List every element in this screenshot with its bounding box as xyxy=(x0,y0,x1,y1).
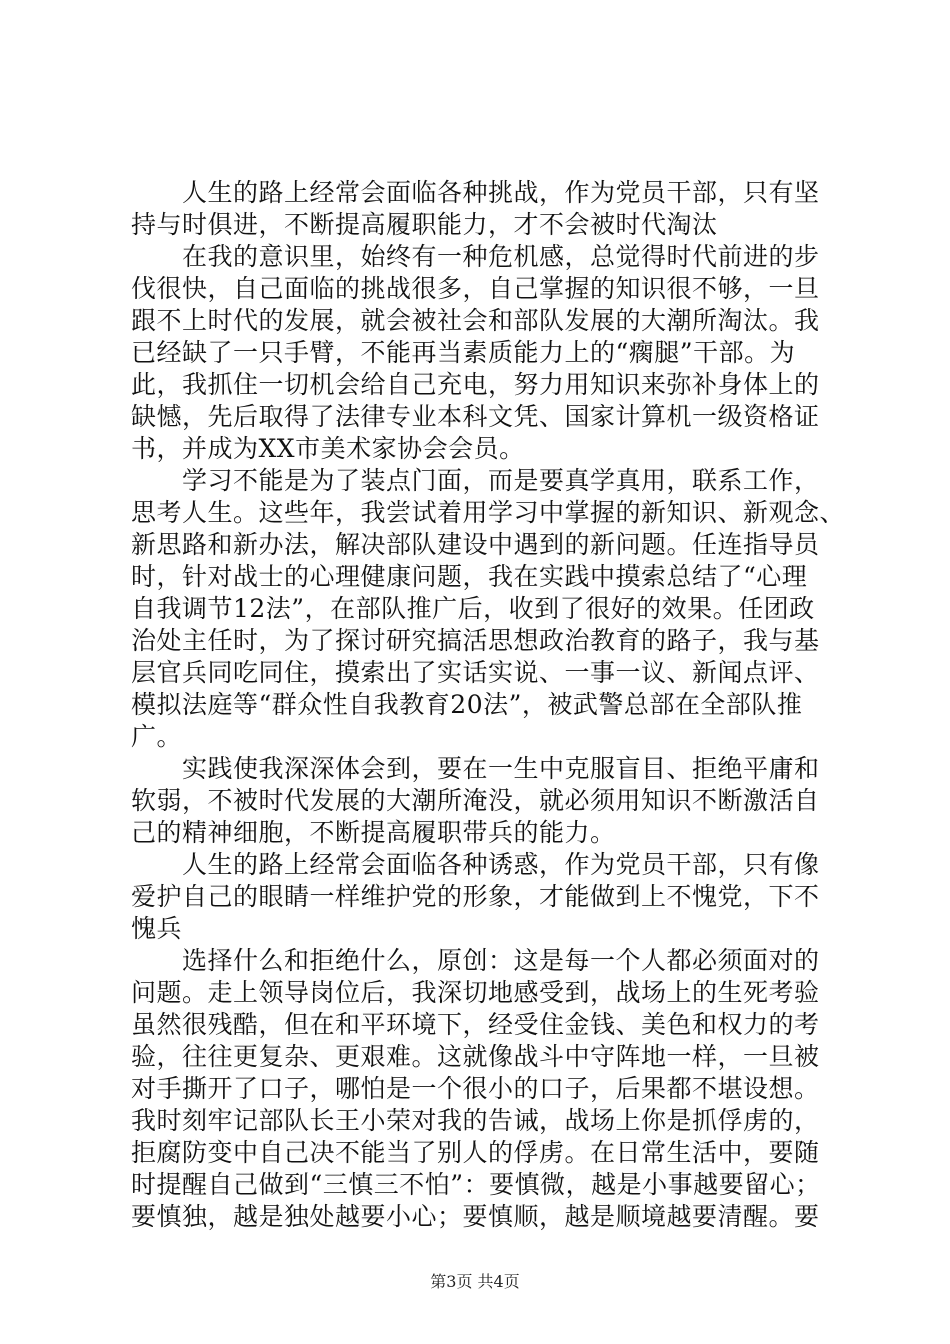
text-line: 书，并成为XX市美术家协会会员。 xyxy=(131,434,525,463)
text-line: 跟不上时代的发展，就会被社会和部队发展的大潮所淘汰。我 xyxy=(131,306,820,335)
text-line: 时，针对战士的心理健康问题，我在实践中摸索总结了“心理 xyxy=(131,562,808,591)
text-line: 选择什么和拒绝什么，原创：这是每一个人都必须面对的 xyxy=(131,946,820,975)
text-line: 伐很快，自己面临的挑战很多，自己掌握的知识很不够，一旦 xyxy=(131,274,820,303)
text-line: 己的精神细胞，不断提高履职带兵的能力。 xyxy=(131,818,616,847)
text-line: 验，往往更复杂、更艰难。这就像战斗中守阵地一样，一旦被 xyxy=(131,1042,820,1071)
text-line: 模拟法庭等“群众性自我教育20法”，被武警总部在全部队推 xyxy=(131,690,803,719)
text-line: 学习不能是为了装点门面，而是要真学真用，联系工作， xyxy=(131,466,820,495)
text-line: 愧兵 xyxy=(131,914,183,943)
text-line: 实践使我深深体会到，要在一生中克服盲目、拒绝平庸和 xyxy=(131,754,820,783)
text-line: 持与时俱进，不断提高履职能力，才不会被时代淘汰 xyxy=(131,210,718,239)
text-line: 治处主任时，为了探讨研究搞活思想政治教育的路子，我与基 xyxy=(131,626,820,655)
text-line: 软弱，不被时代发展的大潮所淹没，就必须用知识不断激活自 xyxy=(131,786,820,815)
text-line: 虽然很残酷，但在和平环境下，经受住金钱、美色和权力的考 xyxy=(131,1010,820,1039)
text-line: 广。 xyxy=(131,722,183,751)
text-line: 已经缺了一只手臂，不能再当素质能力上的“瘸腿”干部。为 xyxy=(131,338,796,367)
text-line: 在我的意识里，始终有一种危机感，总觉得时代前进的步 xyxy=(131,242,820,271)
text-line: 时提醒自己做到“三慎三不怕”：要慎微，越是小事越要留心； xyxy=(131,1170,821,1199)
text-line: 思考人生。这些年，我尝试着用学习中掌握的新知识、新观念、 xyxy=(131,498,846,527)
text-line: 缺憾，先后取得了法律专业本科文凭、国家计算机一级资格证 xyxy=(131,402,820,431)
text-line: 人生的路上经常会面临各种诱惑，作为党员干部，只有像 xyxy=(131,850,820,879)
document-body xyxy=(131,177,846,1233)
text-line: 拒腐防变中自己决不能当了别人的俘虏。在日常生活中，要随 xyxy=(131,1138,820,1167)
text-line: 人生的路上经常会面临各种挑战，作为党员干部，只有坚 xyxy=(131,178,820,207)
text-line: 要慎独，越是独处越要小心；要慎顺，越是顺境越要清醒。要 xyxy=(131,1202,820,1231)
text-line: 我时刻牢记部队长王小荣对我的告诫，战场上你是抓俘虏的， xyxy=(131,1106,820,1135)
text-line: 此，我抓住一切机会给自己充电，努力用知识来弥补身体上的 xyxy=(131,370,820,399)
text-line: 爱护自己的眼睛一样维护党的形象，才能做到上不愧党，下不 xyxy=(131,882,820,911)
text-line: 新思路和新办法，解决部队建设中遇到的新问题。任连指导员 xyxy=(131,530,820,559)
text-line: 层官兵同吃同住，摸索出了实话实说、一事一议、新闻点评、 xyxy=(131,658,820,687)
text-line: 问题。走上领导岗位后，我深切地感受到，战场上的生死考验 xyxy=(131,978,820,1007)
page-footer: 第3页 共4页 xyxy=(430,1272,520,1291)
text-line: 对手撕开了口子，哪怕是一个很小的口子，后果都不堪设想。 xyxy=(131,1074,820,1103)
text-line: 自我调节12法”，在部队推广后，收到了很好的效果。任团政 xyxy=(131,594,815,623)
